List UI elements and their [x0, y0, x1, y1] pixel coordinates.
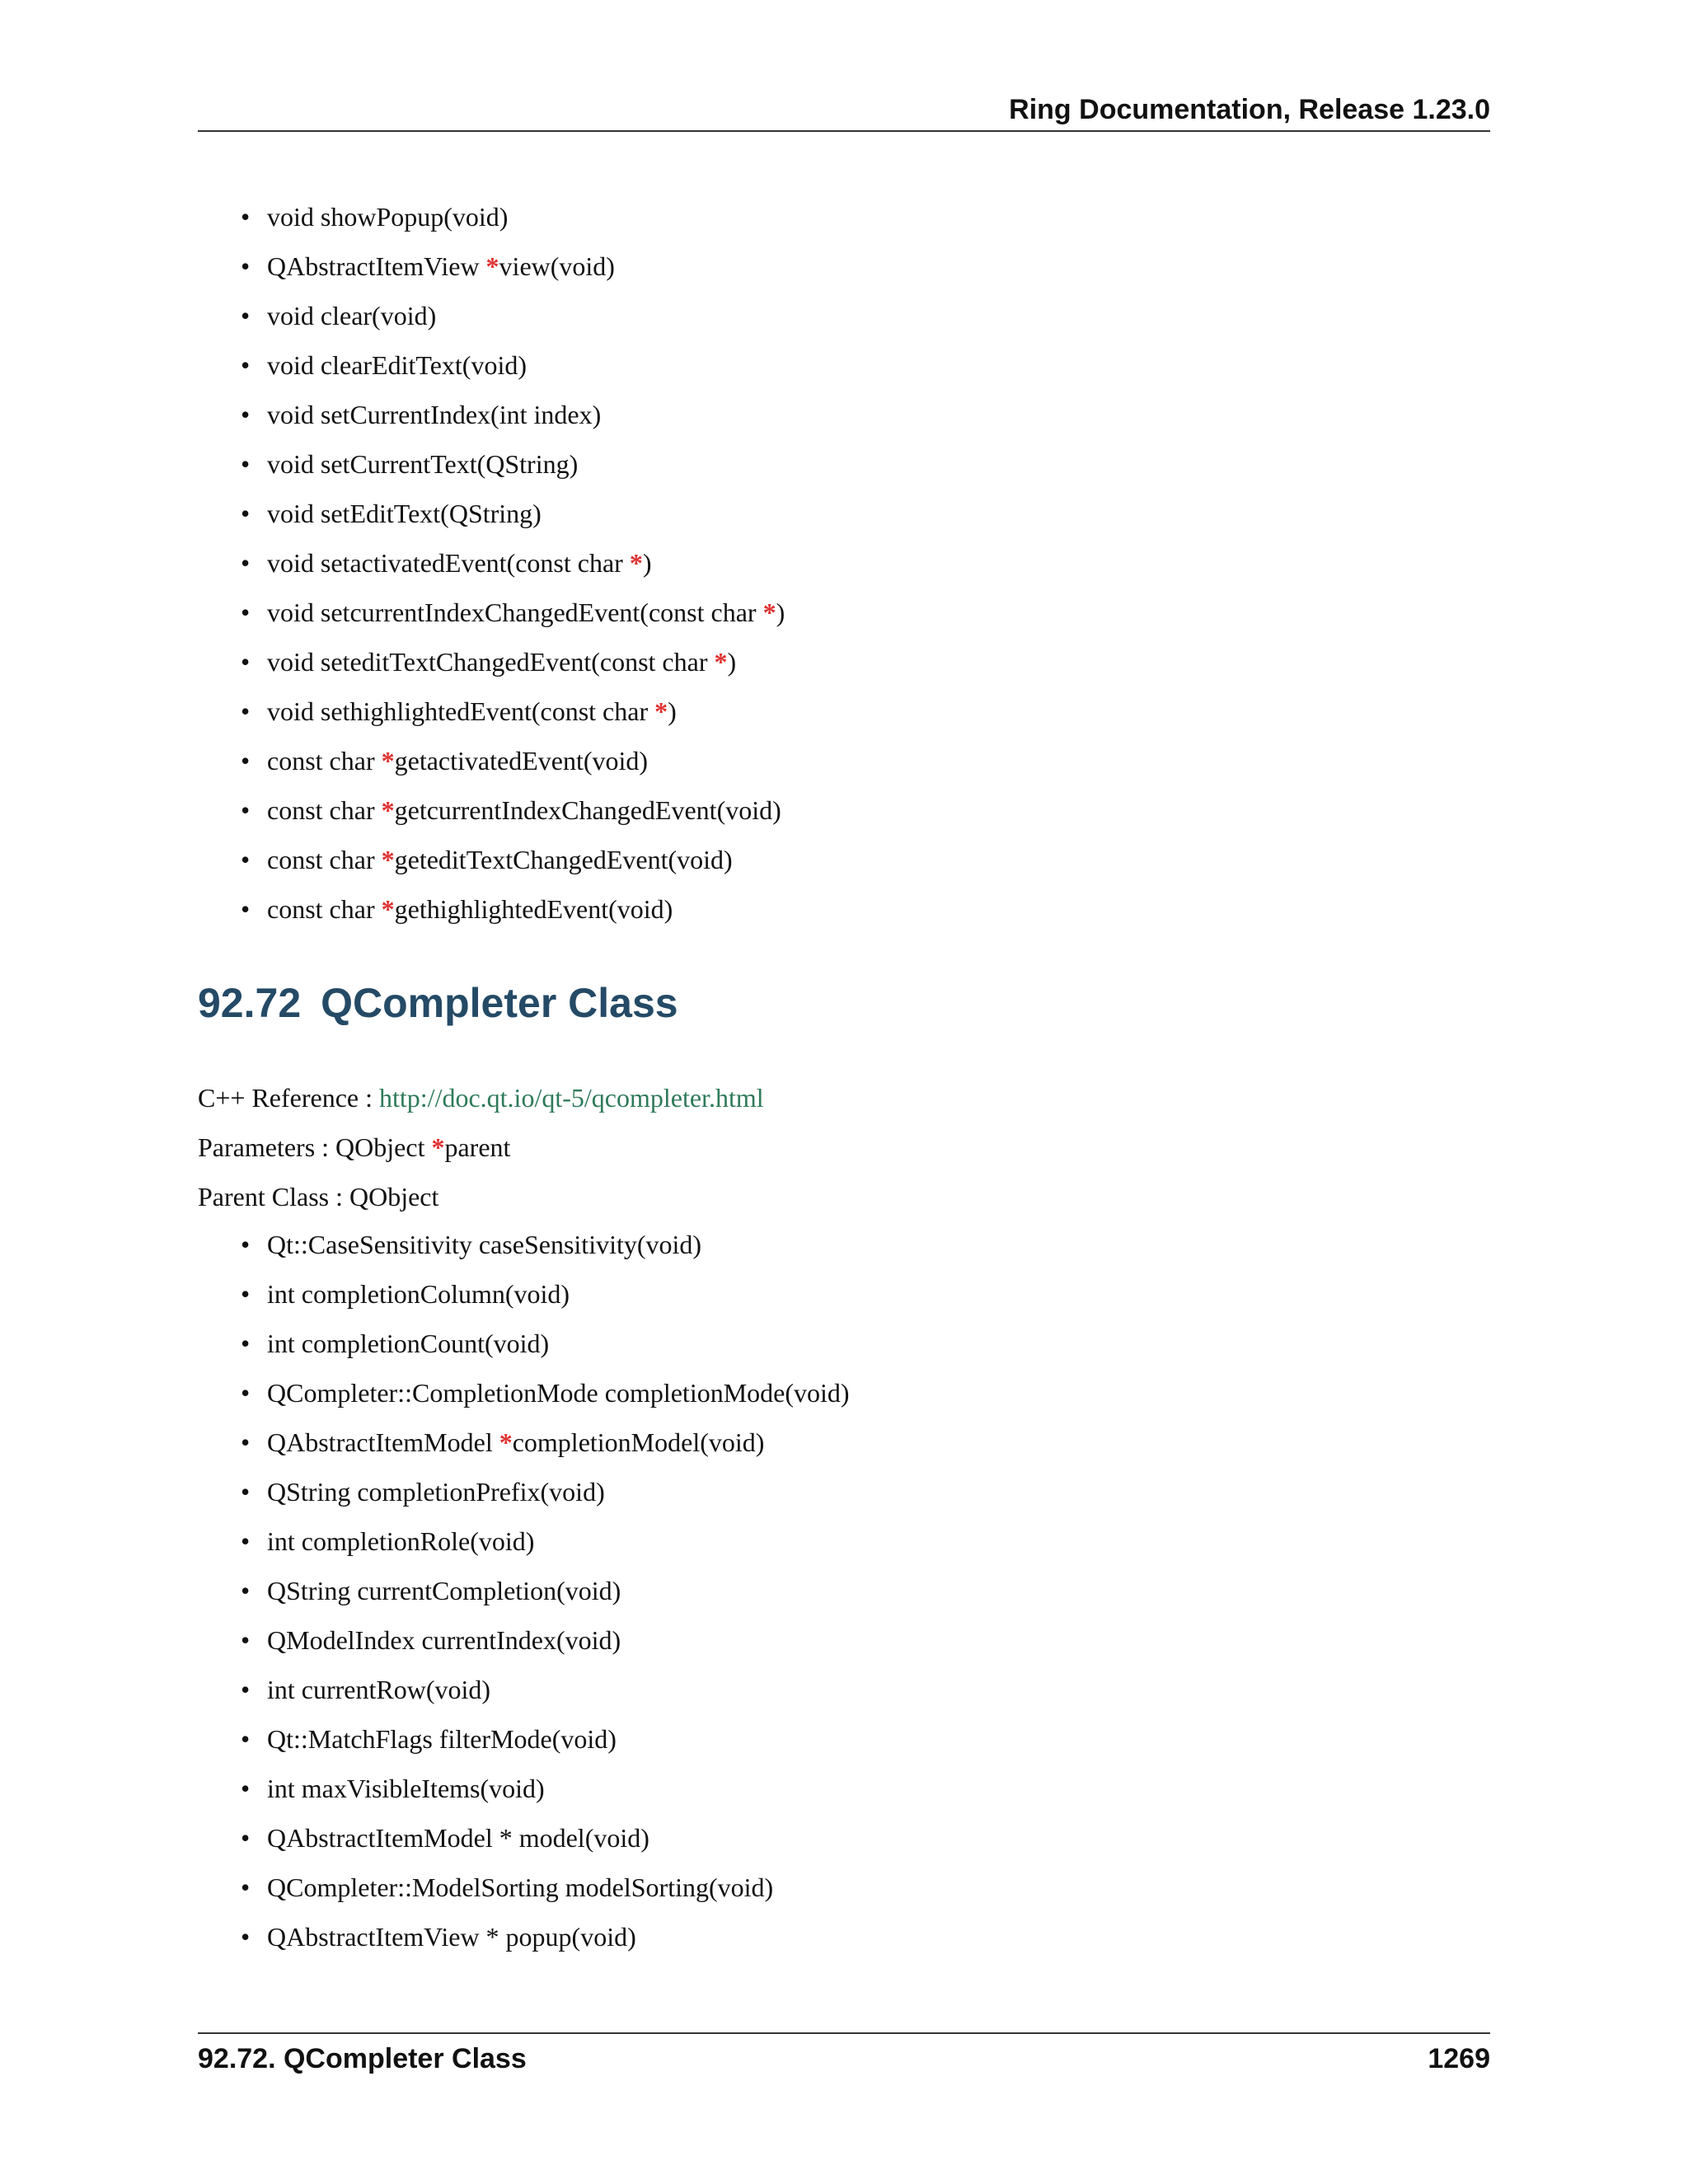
list-item [198, 1566, 1490, 1615]
item-text: int completionCount(void) [267, 1329, 550, 1358]
item-text: int completionRole(void) [267, 1526, 535, 1556]
pointer-star: * [381, 894, 395, 924]
cpp-reference-link[interactable]: http://doc.qt.io/qt-5/qcompleter.html [379, 1083, 764, 1113]
item-text: void sethighlightedEvent(const char [267, 696, 655, 726]
bullet-icon: • [241, 1230, 251, 1259]
qcompleter-method-list [198, 1220, 1490, 1961]
item-text: const char [267, 845, 382, 874]
bullet-icon: • [241, 1526, 251, 1556]
bullet-icon: • [241, 1872, 251, 1902]
item-text: int maxVisibleItems(void) [267, 1774, 545, 1803]
bullet-icon: • [241, 251, 251, 281]
list-item [198, 1912, 1490, 1961]
parameters-label: Parameters : QObject [198, 1132, 432, 1162]
item-text: void setcurrentIndexChangedEvent(const char [267, 598, 763, 627]
parent-class-label: Parent Class : QObject [198, 1182, 439, 1212]
list-item [198, 1516, 1490, 1566]
item-text-after: ) [668, 696, 677, 726]
bullet-icon: • [241, 1625, 251, 1655]
item-text: void showPopup(void) [267, 202, 509, 232]
pointer-star: * [381, 845, 395, 874]
item-text: QModelIndex currentIndex(void) [267, 1625, 621, 1655]
header-title: Ring Documentation, Release 1.23.0 [1009, 94, 1490, 125]
cpp-reference-label: C++ Reference : [198, 1083, 379, 1113]
cpp-reference-line [198, 1073, 1490, 1122]
running-header [198, 92, 1490, 132]
bullet-icon: • [241, 350, 251, 380]
bullet-icon: • [241, 598, 251, 627]
parameters-line [198, 1122, 1490, 1172]
bullet-icon: • [241, 1922, 251, 1952]
bullet-icon: • [241, 696, 251, 726]
bullet-icon: • [241, 795, 251, 825]
list-item [198, 1665, 1490, 1714]
bullet-icon: • [241, 449, 251, 479]
list-item [198, 1220, 1490, 1269]
pointer-star: * [762, 598, 776, 627]
item-text-after: getactivatedEvent(void) [394, 746, 649, 776]
list-item [198, 1615, 1490, 1665]
list-item [198, 1269, 1490, 1319]
bullet-icon: • [241, 1576, 251, 1605]
item-text-after: view(void) [499, 251, 615, 281]
item-text: QCompleter::ModelSorting modelSorting(void) [267, 1872, 774, 1902]
list-item [198, 637, 1490, 687]
item-text: void clearEditText(void) [267, 350, 527, 380]
list-item [198, 687, 1490, 736]
item-text: int currentRow(void) [267, 1675, 491, 1704]
list-item [198, 1467, 1490, 1516]
bullet-icon: • [241, 202, 251, 232]
item-text-after: gethighlightedEvent(void) [394, 894, 673, 924]
list-item [198, 588, 1490, 637]
item-text: const char [267, 746, 382, 776]
bullet-icon: • [241, 548, 251, 578]
bullet-icon: • [241, 746, 251, 776]
bullet-icon: • [241, 1724, 251, 1754]
bullet-icon: • [241, 400, 251, 429]
section-number: 92.72 [198, 980, 302, 1026]
section-title-text: QCompleter Class [321, 980, 678, 1026]
item-text: void setCurrentText(QString) [267, 449, 579, 479]
item-text: QAbstractItemView * popup(void) [267, 1922, 636, 1952]
parent-class-line [198, 1172, 1490, 1221]
bullet-icon: • [241, 647, 251, 677]
item-text: void clear(void) [267, 301, 437, 330]
bullet-icon: • [241, 499, 251, 528]
item-text: int completionColumn(void) [267, 1279, 570, 1309]
bullet-icon: • [241, 1774, 251, 1803]
item-text: QString completionPrefix(void) [267, 1477, 605, 1507]
section-heading [198, 977, 678, 1029]
bullet-icon: • [241, 845, 251, 874]
item-text: void setEditText(QString) [267, 499, 542, 528]
list-item [198, 884, 1490, 934]
list-item [198, 439, 1490, 489]
footer-section: 92.72. QCompleter Class [198, 2043, 527, 2074]
item-text-after: completionModel(void) [512, 1427, 765, 1457]
running-footer [198, 2032, 1490, 2077]
item-text: void seteditTextChangedEvent(const char [267, 647, 715, 677]
list-item [198, 1418, 1490, 1467]
pointer-star: * [431, 1132, 445, 1162]
item-text: const char [267, 894, 382, 924]
item-text: QString currentCompletion(void) [267, 1576, 621, 1605]
list-item [198, 736, 1490, 785]
list-item [198, 1319, 1490, 1368]
list-item [198, 1764, 1490, 1813]
item-text-after: geteditTextChangedEvent(void) [394, 845, 733, 874]
item-text-after: ) [776, 598, 785, 627]
bullet-icon: • [241, 1675, 251, 1704]
item-text: void setCurrentIndex(int index) [267, 400, 602, 429]
item-text: QAbstractItemModel * model(void) [267, 1823, 649, 1853]
item-text: QCompleter::CompletionMode completionMode(void) [267, 1378, 850, 1408]
item-text-after: getcurrentIndexChangedEvent(void) [394, 795, 781, 825]
item-text-after: ) [642, 548, 652, 578]
list-item [198, 1368, 1490, 1418]
list-item [198, 192, 1490, 241]
item-text: const char [267, 795, 382, 825]
bullet-icon: • [241, 1823, 251, 1853]
list-item [198, 835, 1490, 884]
pointer-star: * [381, 795, 395, 825]
list-item [198, 340, 1490, 390]
bullet-icon: • [241, 1477, 251, 1507]
list-item [198, 1813, 1490, 1863]
list-item [198, 241, 1490, 291]
list-item [198, 1863, 1490, 1912]
item-text: Qt::CaseSensitivity caseSensitivity(void) [267, 1230, 702, 1259]
list-item [198, 291, 1490, 340]
bullet-icon: • [241, 1329, 251, 1358]
list-item [198, 390, 1490, 439]
list-item [198, 489, 1490, 538]
bullet-icon: • [241, 301, 251, 330]
pointer-star: * [629, 548, 643, 578]
item-text: Qt::MatchFlags filterMode(void) [267, 1724, 617, 1754]
pointer-star: * [499, 1427, 513, 1457]
item-text: QAbstractItemModel [267, 1427, 499, 1457]
item-text-after: ) [727, 647, 737, 677]
bullet-icon: • [241, 1279, 251, 1309]
footer-page-number: 1269 [1428, 2043, 1490, 2074]
list-item [198, 1714, 1490, 1764]
pointer-star: * [485, 251, 499, 281]
bullet-icon: • [241, 894, 251, 924]
pointer-star: * [654, 696, 668, 726]
qcombobox-method-list [198, 192, 1490, 934]
list-item [198, 538, 1490, 588]
pointer-star: * [714, 647, 728, 677]
bullet-icon: • [241, 1427, 251, 1457]
item-text: QAbstractItemView [267, 251, 486, 281]
item-text: void setactivatedEvent(const char [267, 548, 630, 578]
parameters-name: parent [444, 1132, 511, 1162]
bullet-icon: • [241, 1378, 251, 1408]
list-item [198, 785, 1490, 835]
pointer-star: * [381, 746, 395, 776]
